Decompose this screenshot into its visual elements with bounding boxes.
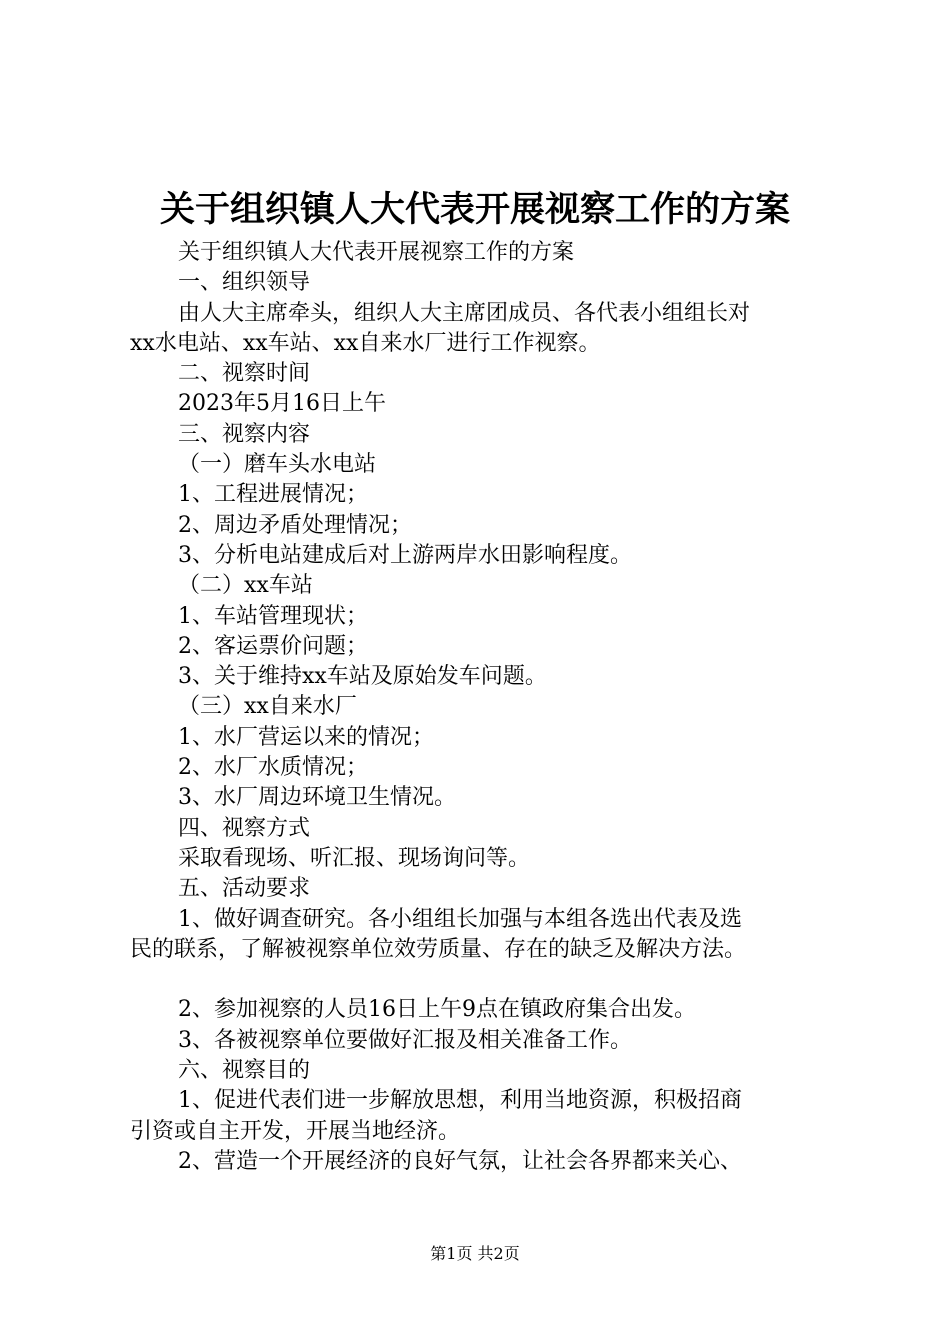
list-item: 3、关于维持xx车站及原始发车问题。 — [178, 664, 547, 690]
list-item: 1、工程进展情况； — [178, 482, 368, 508]
list-item: 1、做好调查研究。各小组组长加强与本组各选出代表及选 — [178, 906, 742, 932]
list-item: 3、分析电站建成后对上游两岸水田影响程度。 — [178, 542, 632, 568]
paragraph-line: 引资或自主开发，开展当地经济。 — [130, 1118, 461, 1144]
blank-line — [130, 965, 840, 995]
list-item: 2、客运票价问题； — [178, 633, 368, 659]
section-heading: 二、视察时间 — [178, 361, 311, 387]
paragraph-line: 由人大主席牵头，组织人大主席团成员、各代表小组组长对 — [178, 300, 751, 326]
list-item: 3、各被视察单位要做好汇报及相关准备工作。 — [178, 1027, 632, 1053]
list-item: 2、营造一个开展经济的良好气氛，让社会各界都来关心、 — [178, 1148, 742, 1174]
paragraph-line: 采取看现场、听汇报、现场询问等。 — [178, 845, 531, 871]
section-heading: 三、视察内容 — [178, 421, 311, 447]
list-item: 3、水厂周边环境卫生情况。 — [178, 785, 456, 811]
list-item: 1、促进代表们进一步解放思想，利用当地资源，积极招商 — [178, 1088, 742, 1114]
list-item: 2、水厂水质情况； — [178, 755, 368, 781]
section-heading: 四、视察方式 — [178, 815, 311, 841]
list-item: 1、车站管理现状； — [178, 603, 368, 629]
paragraph-line: 关于组织镇人大代表开展视察工作的方案 — [178, 240, 575, 265]
document-body — [130, 238, 840, 1177]
subsection-heading: （一）磨车头水电站 — [178, 452, 377, 478]
paragraph-line: xx水电站、xx车站、xx自来水厂进行工作视察。 — [130, 330, 601, 356]
list-item: 1、水厂营运以来的情况； — [178, 724, 434, 750]
subsection-heading: （三）xx自来水厂 — [178, 694, 357, 720]
page-footer: 第1页 共2页 — [430, 1244, 520, 1263]
document-title: 关于组织镇人大代表开展视察工作的方案 — [159, 190, 790, 230]
paragraph-line: 民的联系，了解被视察单位效劳质量、存在的缺乏及解决方法。 — [130, 936, 747, 962]
list-item: 2、参加视察的人员16日上午9点在镇政府集合出发。 — [178, 997, 696, 1023]
list-item: 2、周边矛盾处理情况； — [178, 512, 412, 538]
paragraph-line: 2023年5月16日上午 — [178, 391, 386, 417]
section-heading: 一、组织领导 — [178, 270, 311, 296]
section-heading: 五、活动要求 — [178, 876, 311, 902]
section-heading: 六、视察目的 — [178, 1058, 311, 1084]
subsection-heading: （二）xx车站 — [178, 573, 313, 599]
